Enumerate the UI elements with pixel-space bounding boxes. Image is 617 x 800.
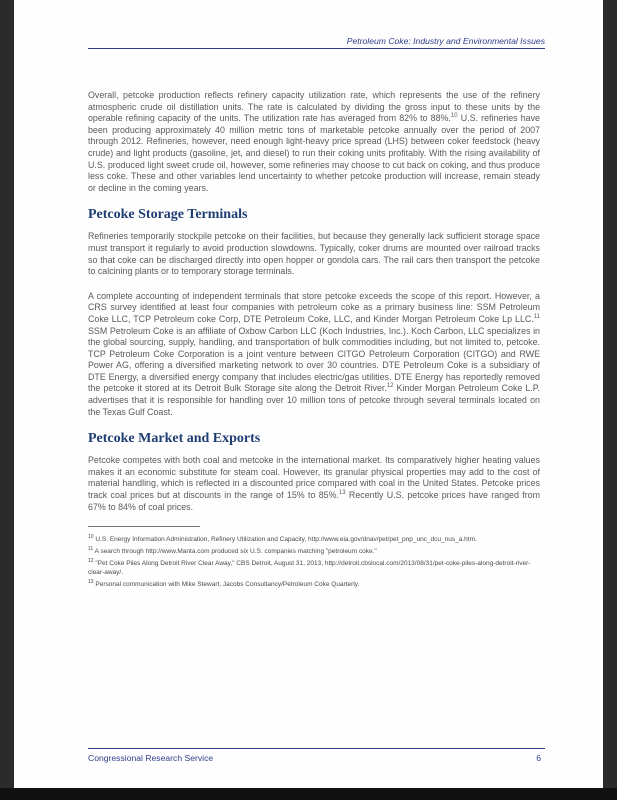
- running-header: Petroleum Coke: Industry and Environmental Issues: [346, 36, 545, 46]
- footnote-ref-13[interactable]: 13: [338, 490, 346, 497]
- footnote: $^{11}$ A search through http://www.Manta.com produced six U.S. companies matching "petroleum coke.": [88, 546, 377, 556]
- header-rule: [88, 48, 545, 49]
- footnote-ref-10[interactable]: 10: [450, 113, 458, 120]
- footnote-ref-11[interactable]: 11: [533, 313, 540, 320]
- paragraph-3: A complete accounting of independent terminals that store petcoke exceeds the scope of this report. However, a CRS survey identified at least four companies with petroleum coke as a primary business line: SSM Petroleum Coke LLC, TCP Petroleum coke Corp, DTE Petroleum Coke, LLC, and Kinder Morgan Petroleum Coke Lp LLC.$^{11}$ SSM Petroleum Coke is an affiliate of Oxbow Carbon LLC (Koch Industries, Inc.). Koch Carbon, LLC specializes in the global sourcing, supply, handling, and transportation of bulk commodities including, but not limited to, petcoke. TCP Petroleum Coke Corporation is a joint venture between CITGO Petroleum Corporation (CITGO) and RWE Power AG, offering a diversified marketing network to over 30 countries. DTE Petroleum Coke is a subsidiary of DTE Energy, a diversified energy company that includes electric/gas utilities. DTE Energy has reportedly removed the petcoke it stored at its Detroit Bulk Storage site along the Detroit River.$^{12}$ Kinder Morgan Petroleum Coke L.P. advertises that it is responsible for handling over 10 million tons of petcoke through several terminals located on the Texas Gulf Coast.: [88, 290, 540, 417]
- footnote-ref-12[interactable]: 12: [386, 383, 394, 390]
- section-heading-storage-terminals: Petcoke Storage Terminals: [88, 207, 248, 223]
- scan-border: [0, 788, 617, 800]
- page-content: [88, 90, 540, 592]
- document-page: [14, 0, 603, 788]
- footnote: $^{12}$ "Pet Coke Piles Along Detroit River Clear Away," CBS Detroit, August 31, 2013, http://detroit.cbslocal.com/2013/08/31/pet-coke-piles-along-detroit-river-clear-away/.: [88, 558, 531, 577]
- paragraph-2: Refineries temporarily stockpile petcoke on their facilities, but because they generally lack sufficient storage space must transport it regularly to avoid production slowdowns. Typically, coker drums are mounted over railroad tracks so that coke can be discharged directly into open hopper or gondola cars. The rail cars then transport the petcoke to calcining plants or to temporary storage terminals.: [88, 231, 540, 277]
- paragraph-4: Petcoke competes with both coal and metcoke in the international market. Its comparatively higher heating values makes it an economic substitute for steam coal. However, its granular physical properties may add to the cost of material handling, which is reflected in a discounted price compared with coal in the United States. Petcoke prices track coal prices but at discounts in the range of 15% to 85%.$^{13}$ Recently U.S. petcoke prices have ranged from 67% to 84% of coal prices.: [88, 455, 540, 512]
- footer-rule: [88, 748, 545, 749]
- footer-organization: Congressional Research Service: [88, 753, 214, 763]
- footnote: $^{13}$ Personal communication with Mike Stewart, Jacobs Consultancy/Petroleum Coke Quarterly.: [88, 579, 360, 589]
- section-heading-market-exports: Petcoke Market and Exports: [88, 431, 261, 447]
- footnote: $^{10}$ U.S. Energy Information Administration, Refinery Utilization and Capacity, http://www.eia.gov/dnav/pet/pet_pnp_unc_dcu_nus_a.htm.: [88, 534, 477, 544]
- page-number: 6: [536, 753, 541, 763]
- paragraph-1: Overall, petcoke production reflects refinery capacity utilization rate, which represents the use of the refinery atmospheric crude oil distillation units. The rate is calculated by dividing the gross input to these units by the operable refining capacity of the units. The utilization rate has averaged from 82% to 88%.$^{10}$ U.S. refineries have been producing approximately 40 million metric tons of marketable petcoke annually over the period of 2007 through 2012. Refineries, however, need enough light-heavy price spread (LHS) between coker feedstock (heavy crude) and light products (gasoline, jet, and diesel) to run their coking units profitably. With the rising availability of U.S. produced light sweet crude oil, however, some refineries may choose to cut back on coking, and thus produce less coke. These and other variables lend uncertainty to whether petcoke production will increase, remain steady or decline in the coming years.: [88, 90, 540, 193]
- footnote-divider: [88, 526, 200, 527]
